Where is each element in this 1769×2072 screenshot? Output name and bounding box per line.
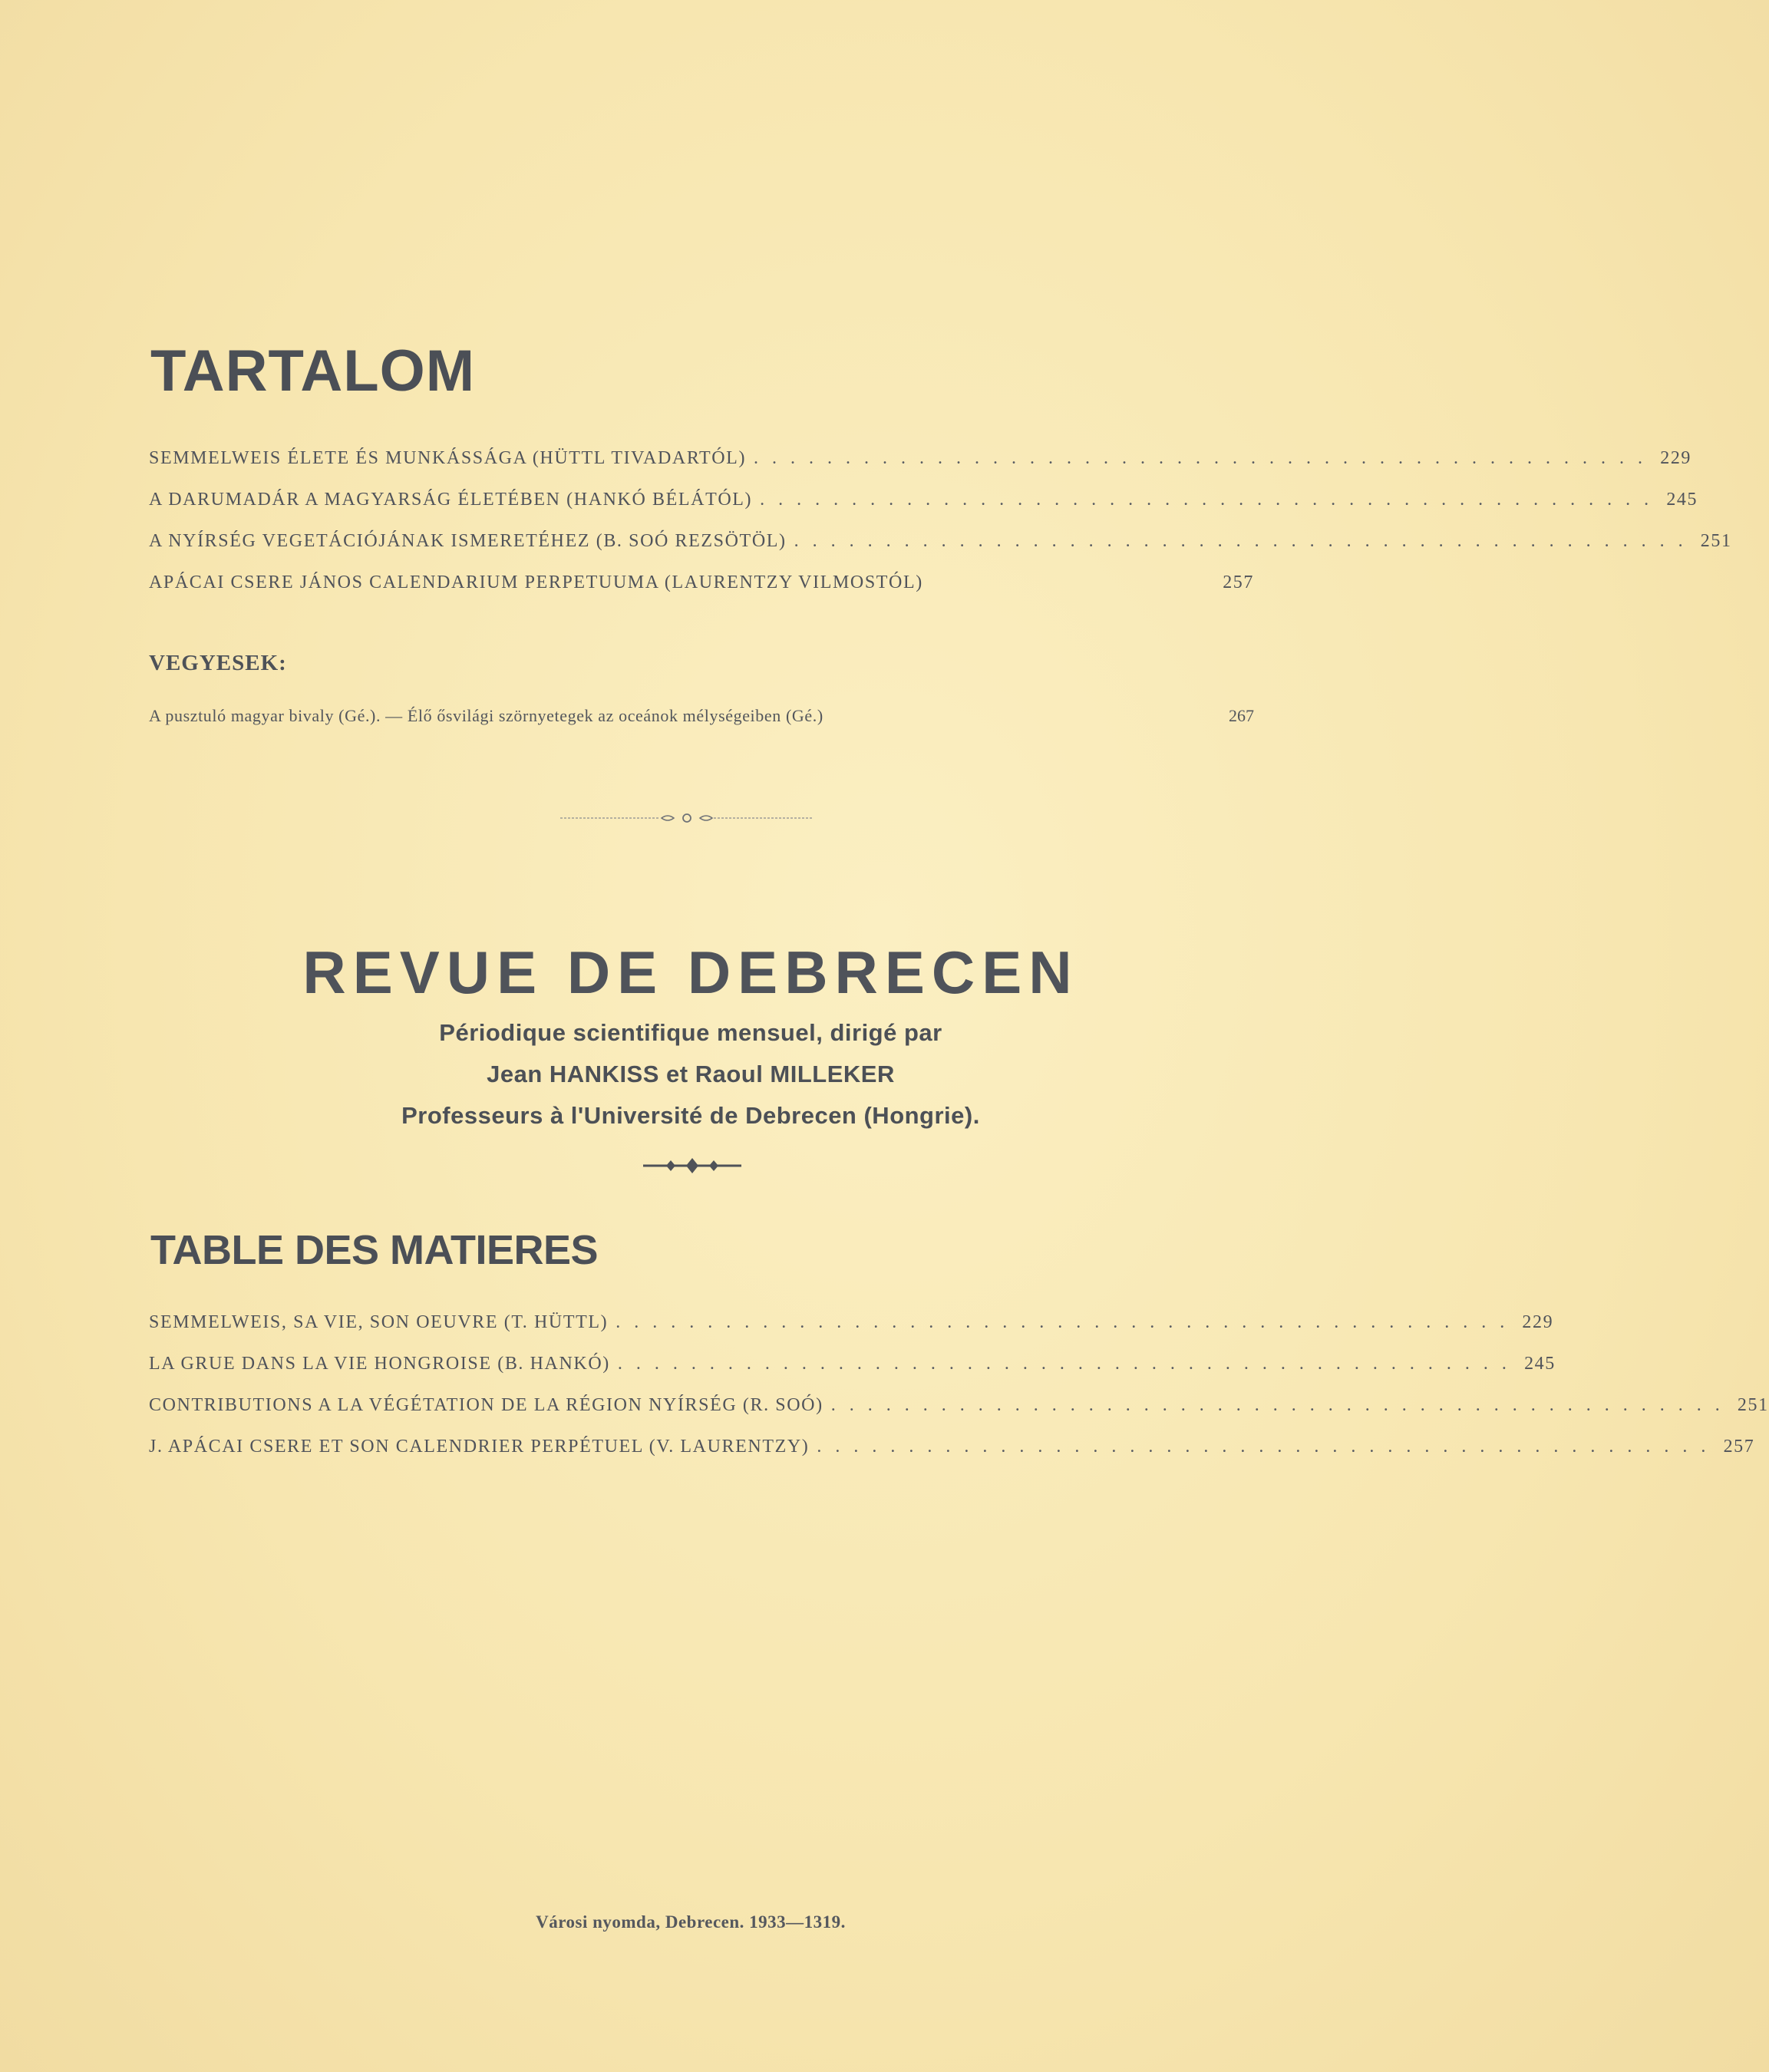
dot-leader: . . . . . . . . . . . . . . . . . . . . . . . . . . . . . . . . . . . . . . . . . . . . . . . . . (794, 531, 1688, 551)
toc-entry (149, 1437, 1755, 1478)
printer-imprint: Városi nyomda, Debrecen. 1933—1319. (536, 1912, 846, 1932)
dot-leader: . . . . . . . . . . . . . . . . . . . . . . . . . . . . . . . . . . . . . . . . . . . . . . . . . (760, 490, 1654, 510)
toc-entry-page: 251 (1700, 531, 1732, 551)
table-des-matieres-heading: TABLE DES MATIERES (150, 1227, 599, 1273)
toc-entry-title: APÁCAI CSERE JÁNOS CALENDARIUM PERPETUUMA (LAURENTZY VILMOSTÓL) (149, 572, 923, 592)
revue-editors: Jean HANKISS et Raoul MILLEKER (487, 1061, 895, 1087)
dot-leader: . . . . . . . . . . . . . . . . . . . . . . . . . . . . . . . . . . . . . . . . . . . . . . . . . (616, 1312, 1510, 1332)
toc-entry-page: 229 (1660, 448, 1692, 468)
vegyesek-text: A pusztuló magyar bivaly (Gé.). — Élő ősvilági szörnyetegek az oceánok mélységeiben (Gé.) (149, 706, 823, 725)
vegyesek-heading: VEGYESEK: (149, 651, 287, 675)
toc-entry-title: LA GRUE DANS LA VIE HONGROISE (B. HANKÓ) (149, 1354, 610, 1374)
toc-entry-page: 257 (1723, 1437, 1755, 1457)
toc-entry (149, 1354, 1556, 1395)
toc-entry-title: J. APÁCAI CSERE ET SON CALENDRIER PERPÉTUEL (V. LAURENTZY) (149, 1437, 810, 1457)
ornament-icon (643, 1157, 741, 1174)
toc-entry-page: 245 (1524, 1354, 1556, 1374)
toc-entry (149, 1312, 1554, 1354)
revue-affiliation: Professeurs à l'Université de Debrecen (Hongrie). (401, 1102, 980, 1129)
ornamental-divider (560, 812, 814, 824)
dot-leader: . . . . . . . . . . . . . . . . . . . . . . . . . . . . . . . . . . . . . . . . . . . . . . . . . (617, 1354, 1511, 1374)
revue-title: REVUE DE DEBRECEN (302, 939, 1079, 1006)
toc-entry-title: SEMMELWEIS, SA VIE, SON OEUVRE (T. HÜTTL) (149, 1312, 609, 1332)
toc-entry (149, 572, 1254, 614)
toc-entry-page: 245 (1666, 490, 1698, 510)
toc-entry-page: 229 (1522, 1312, 1554, 1332)
tartalom-heading: TARTALOM (150, 338, 476, 404)
dot-leader: . . . . . . . . . . . . . . . . . . . . . . . . . . . . . . . . . . . . . . . . . . . . . . . . . (754, 448, 1648, 468)
toc-entry-title: A NYÍRSÉG VEGETÁCIÓJÁNAK ISMERETÉHEZ (B. SOÓ REZSÖTÖL) (149, 531, 787, 551)
toc-entry-title: CONTRIBUTIONS A LA VÉGÉTATION DE LA RÉGION NYÍRSÉG (R. SOÓ) (149, 1395, 823, 1415)
vegyesek-page: 267 (1229, 706, 1254, 725)
toc-entry-page: 251 (1737, 1395, 1769, 1415)
vegyesek-entry (149, 706, 1254, 726)
table-des-matieres-list (149, 1312, 1769, 1478)
toc-entry-page: 257 (1223, 572, 1254, 592)
tartalom-list (149, 448, 1732, 614)
toc-entry-title: A DARUMADÁR A MAGYARSÁG ÉLETÉBEN (HANKÓ BÉLÁTÓL) (149, 490, 753, 510)
toc-entry (149, 448, 1692, 490)
toc-entry (149, 490, 1698, 531)
toc-entry (149, 531, 1732, 572)
revue-subtitle: Périodique scientifique mensuel, dirigé par (439, 1019, 942, 1046)
dot-leader: . . . . . . . . . . . . . . . . . . . . . . . . . . . . . . . . . . . . . . . . . . . . . . . . . (830, 1395, 1724, 1415)
toc-entry (149, 1395, 1769, 1437)
toc-entry-title: SEMMELWEIS ÉLETE ÉS MUNKÁSSÁGA (HÜTTL TIVADARTÓL) (149, 448, 747, 468)
dot-leader: . . . . . . . . . . . . . . . . . . . . . . . . . . . . . . . . . . . . . . . . . . . . . . . . . (817, 1437, 1711, 1457)
